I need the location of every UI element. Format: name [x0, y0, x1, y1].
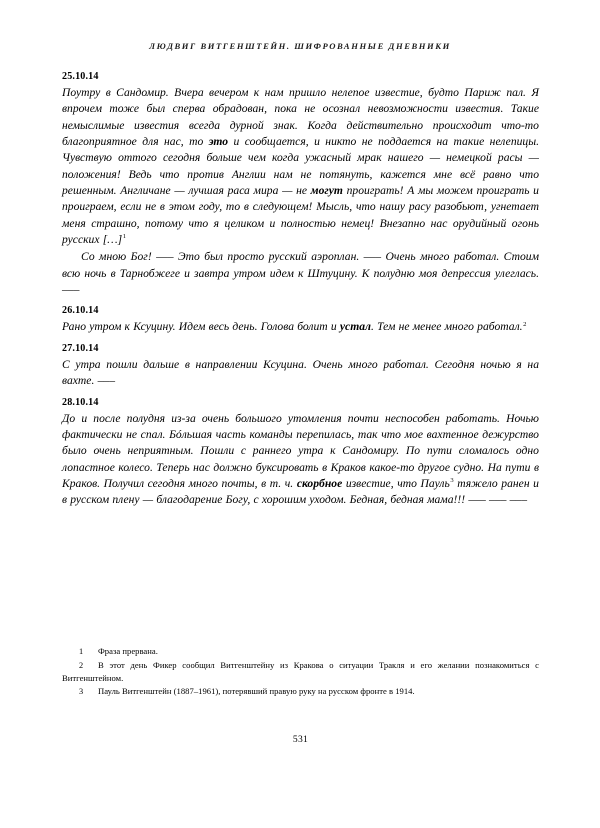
text-run: . Тем не менее много работал. [371, 320, 523, 334]
text-run: Поутру в Сандомир. Вчера вечером к нам пришло нелепое известие, будто Париж пал. Я впрочем тоже был сперва обрадован, пока не осознал невозможности известия. Такие немыслимые известия всегда дурной знак. Когда действительно происходит что-то благоприятное для нас, то [62, 86, 539, 149]
text-run: известие, что Пауль [342, 476, 450, 490]
main-text-block [62, 70, 539, 509]
footnote-number: 1 [79, 647, 84, 656]
text-run: Со мною Бог! ––– Это был просто русский аэроплан. ––– Очень много работал. Стоим всю ночь в Тарнобжеге и завтра утром идем к Штуцину. К полудню моя депрессия улеглась. ––– [62, 250, 539, 297]
footnote-item [62, 685, 539, 698]
footnote-item [62, 659, 539, 685]
entry-paragraph [62, 411, 539, 509]
running-head: ЛЮДВИГ ВИТГЕНШТЕЙН. ШИФРОВАННЫЕ ДНЕВНИКИ [149, 41, 451, 51]
footnote-item [62, 645, 539, 658]
text-run: До и после полудня из-за очень большого утомления почти неспособен работать. Ночью фактически не спал. Бóльшая часть команды перепилась, так что мое вахтенное дежурство было очень неприятным. Пошли с раннего утра к Сандомиру. По пути сломалось одно лопастное колесо. Теперь нас должно буксировать в Краков какое-то другое судно. На пути в Краков. Получил сегодня много почты, в т. ч. [62, 411, 539, 490]
page-number: 531 [292, 734, 309, 745]
entry-date-heading: 25.10.14 [62, 71, 99, 82]
diary-entry [62, 298, 539, 335]
emphasis-text: устал [339, 320, 371, 334]
entry-paragraph [62, 85, 539, 248]
footnote-text: В этот день Фикер сообщил Витгенштейну из Кракова о ситуации Тракля и его желании познакомиться с Витгенштейном. [62, 659, 539, 684]
footnote-reference[interactable]: 3 [450, 477, 454, 485]
text-run: тяжело ранен и в русском плену — благодарение Богу, с хорошим уходом. Бедная, бедная мама!!! ––– ––– ––– [62, 476, 539, 507]
text-run: Рано утром к Ксуцину. Идем весь день. Голова болит и [62, 320, 340, 334]
entry-paragraph [62, 249, 539, 298]
entry-date-heading: 26.10.14 [62, 305, 99, 317]
emphasis-text: это [208, 135, 229, 149]
text-run: и сообщается, и никто не поддается на такие нелепицы. Чувствую оттого сегодня больше чем когда ужасный мрак нашего — немецкой расы — положения! Ведь что против Англии нам не потянуть, кажется мне всё равно что решенным. Англичане — лучшая раса мира — не [62, 135, 540, 198]
footnotes-block [62, 645, 539, 698]
entry-date-heading: 27.10.14 [62, 342, 99, 354]
entry-paragraph [62, 357, 539, 390]
entry-paragraph [62, 319, 539, 335]
entry-date-heading: 28.10.14 [62, 396, 99, 408]
footnote-text: Фраза прервана. [98, 646, 158, 656]
footnote-reference[interactable]: 1 [122, 233, 126, 241]
footnote-reference[interactable]: 2 [523, 320, 527, 328]
text-run: С утра пошли дальше в направлении Ксуцина. Очень много работал. Сегодня ночью я на вахте. ––– [62, 357, 539, 388]
diary-entry [62, 390, 539, 509]
footnote-text: Пауль Витгенштейн (1887–1961), потерявший правую руку на русском фронте в 1914. [98, 685, 415, 696]
emphasis-text: скорбное [296, 476, 343, 490]
text-run: проиграть! А мы можем проиграть и проиграем, если не в этом году, то в следующем! Мысль, что нашу расу разобьют, угнетает меня страшно, потому что я целиком и полностью немец! Внезапно нас орудийный огонь русских […] [62, 184, 539, 247]
footnote-number: 3 [79, 686, 84, 696]
emphasis-text: могут [310, 184, 343, 198]
diary-entry [62, 70, 539, 298]
footnote-number: 2 [79, 660, 84, 670]
diary-entry [62, 336, 539, 390]
